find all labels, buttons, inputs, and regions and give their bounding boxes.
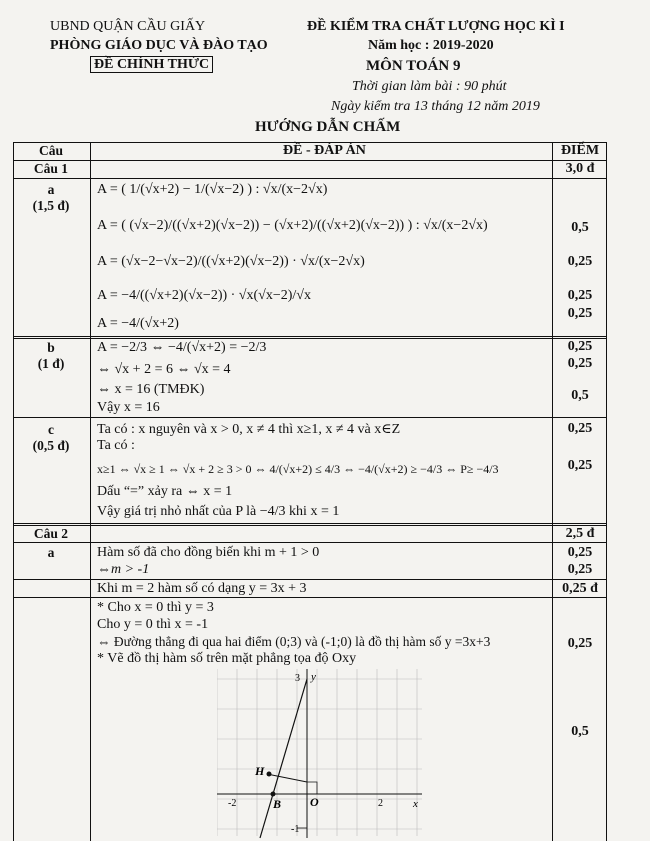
q2b-score1: 0,25 đ xyxy=(562,581,598,596)
org-line2: PHÒNG GIÁO DỤC VÀ ĐÀO TẠO xyxy=(50,38,268,53)
org-line1: UBND QUẬN CẦU GIẤY xyxy=(50,19,206,34)
q1a-step4: A = −4/((√x+2)(√x−2)) · √x(√x−2)/√x xyxy=(97,288,311,303)
q2b-step5: * Vẽ đồ thị hàm số trên mặt phẳng tọa độ Oxy xyxy=(97,651,357,666)
q2b-step4: ⇔ Đường thẳng đi qua hai điểm (0;3) và (-1;0) là đồ thị hàm số y =3x+3 xyxy=(97,634,491,649)
q1c-step4: Dấu “=” xảy ra ⇔ x = 1 xyxy=(97,484,233,499)
q1-label: Câu 1 xyxy=(33,161,69,176)
tick-xm2-label: -2 xyxy=(228,798,237,809)
rule-q2a xyxy=(13,542,607,543)
q1b-label: b xyxy=(47,340,55,355)
rule-q1c xyxy=(13,417,607,418)
q2a-step1: Hàm số đã cho đồng biến khi m + 1 > 0 xyxy=(97,545,320,560)
official-label xyxy=(90,57,213,73)
rule-q2 xyxy=(13,523,607,526)
q2a-score2: 0,25 xyxy=(567,562,593,577)
q1c-step1: Ta có : x nguyên và x > 0, x ≠ 4 thì x≥1, x ≠ 4 và x∈Z xyxy=(97,422,401,437)
q1-total: 3,0 đ xyxy=(565,161,595,176)
q1c-step2: Ta có : xyxy=(97,438,135,453)
rule-header xyxy=(13,160,607,161)
subject: MÔN TOÁN 9 xyxy=(366,58,461,74)
q2b-step3: Cho y = 0 thì x = -1 xyxy=(97,617,209,632)
q1b-step4: Vậy x = 16 xyxy=(97,400,160,415)
q2a-step2: ⇔m > -1 xyxy=(97,562,150,577)
q1b-step2: ⇔ √x + 2 = 6 ⇔ √x = 4 xyxy=(97,362,231,377)
q2b-step2: * Cho x = 0 thì y = 3 xyxy=(97,600,214,615)
q1c-score3: 0,25 xyxy=(567,458,593,473)
q1c-label: c xyxy=(48,422,54,437)
q1b-score3: 0,5 xyxy=(571,388,589,403)
exam-date: Ngày kiểm tra 13 tháng 12 năm 2019 xyxy=(331,99,540,114)
graph-grid xyxy=(217,669,422,836)
rule-q1 xyxy=(13,178,607,179)
q1c-step5: Vậy giá trị nhỏ nhất của P là −4/3 khi x = 1 xyxy=(97,504,340,519)
q2a-label: a xyxy=(47,545,55,560)
point-h-dot xyxy=(267,772,272,777)
y-axis-label: y xyxy=(311,671,316,683)
point-b-dot xyxy=(271,792,276,797)
graph-line xyxy=(260,679,307,838)
segment-oh xyxy=(267,774,307,782)
rule-q2b xyxy=(13,579,607,580)
q1a-score2: 0,5 xyxy=(571,220,589,235)
q2-total: 2,5 đ xyxy=(565,526,595,541)
q1a-score5: 0,25 xyxy=(567,306,593,321)
rule-q1b xyxy=(13,336,607,339)
right-angle-mark xyxy=(307,782,317,794)
q1c-score1: 0,25 xyxy=(567,421,593,436)
q1a-step5: A = −4/(√x+2) xyxy=(97,316,179,331)
col-question-header: Câu xyxy=(38,143,63,158)
q2a-score1: 0,25 xyxy=(567,545,593,560)
col-answer-header: ĐỀ - ĐÁP ÁN xyxy=(283,143,366,158)
q2b-score6: 0,5 xyxy=(571,724,589,739)
q1a-step3: A = (√x−2−√x−2)/((√x+2)(√x−2)) · √x/(x−2√x) xyxy=(97,254,365,269)
tick-y3-label: 3 xyxy=(295,673,300,684)
official-box: ĐỀ CHÍNH THỨC xyxy=(90,56,213,73)
q1b-step1: A = −2/3 ⇔ −4/(√x+2) = −2/3 xyxy=(97,340,267,355)
table-divider-1 xyxy=(90,142,91,841)
function-graph xyxy=(217,666,427,841)
point-h-label: H xyxy=(255,764,265,778)
guide-title: HƯỚNG DẪN CHẤM xyxy=(255,119,401,135)
duration: Thời gian làm bài : 90 phút xyxy=(352,79,507,94)
q2-label: Câu 2 xyxy=(33,526,69,541)
q1c-points: (0,5 đ) xyxy=(32,438,70,453)
school-year: Năm học : 2019-2020 xyxy=(368,38,494,53)
q2b-score4: 0,25 xyxy=(567,636,593,651)
point-b-label: B xyxy=(273,797,282,811)
q1a-label: a xyxy=(47,182,55,197)
q1a-step1: A = ( 1/(√x+2) − 1/(√x−2) ) : √x/(x−2√x) xyxy=(97,182,328,197)
q1b-step3: ⇔ x = 16 (TMĐK) xyxy=(97,382,205,397)
q1c-step3: x≥1 ⇔ √x ≥ 1 ⇔ √x + 2 ≥ 3 > 0 ⇔ 4/(√x+2) ≤ 4/3 ⇔ −4/(√x+2) ≥ −4/3 ⇔ P≥ −4/3 xyxy=(97,462,499,476)
q1a-points: (1,5 đ) xyxy=(32,198,70,213)
q2b-step1: Khi m = 2 hàm số có dạng y = 3x + 3 xyxy=(97,581,307,596)
tick-ym1-label: -1 xyxy=(291,824,300,835)
rule-q2b-graph xyxy=(13,597,607,598)
tick-x2-label: 2 xyxy=(378,798,383,809)
q1a-score3: 0,25 xyxy=(567,254,593,269)
q1a-step2: A = ( (√x−2)/((√x+2)(√x−2)) − (√x+2)/((√x+2)(√x−2)) ) : √x/(x−2√x) xyxy=(97,218,488,233)
q1b-score2: 0,25 xyxy=(567,356,593,371)
q1a-score4: 0,25 xyxy=(567,288,593,303)
q1b-score1: 0,25 xyxy=(567,339,593,354)
q1b-points: (1 đ) xyxy=(37,356,65,371)
exam-title: ĐỀ KIỂM TRA CHẤT LƯỢNG HỌC KÌ I xyxy=(307,19,565,34)
col-score-header: ĐIỂM xyxy=(560,143,600,158)
x-axis-label: x xyxy=(413,798,418,810)
table-border-left xyxy=(13,142,14,841)
origin-label: O xyxy=(310,795,319,809)
